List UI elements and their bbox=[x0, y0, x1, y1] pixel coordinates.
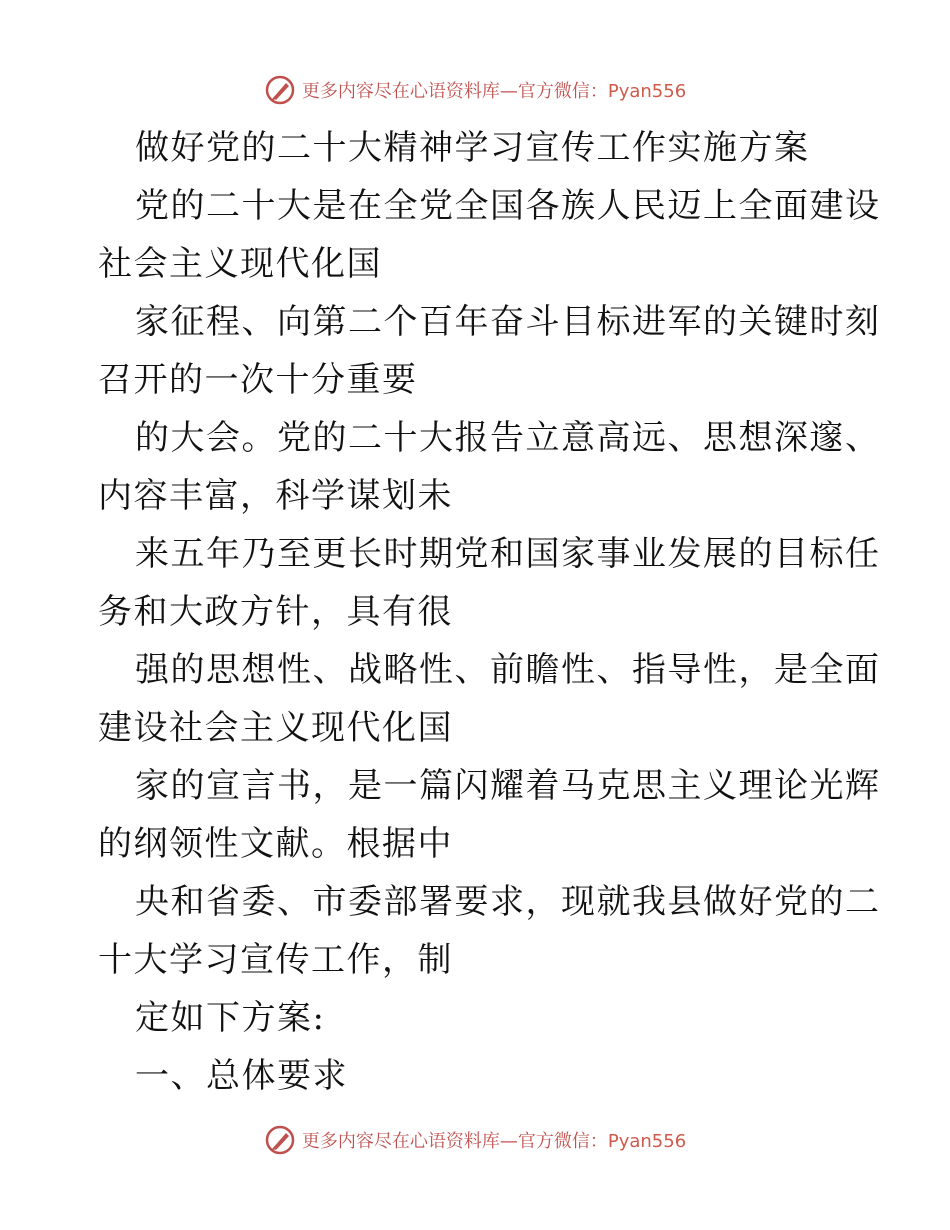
text-line: 强的思想性、战略性、前瞻性、指导性，是全面 bbox=[135, 650, 881, 690]
wechat-id: Pyan556 bbox=[607, 81, 687, 102]
text-line: 召开的一次十分重要 bbox=[98, 360, 418, 400]
watermark-label: 更多内容尽在心语资料库—官方微信： bbox=[301, 1131, 608, 1152]
text-line: 内容丰富，科学谋划未 bbox=[98, 476, 453, 516]
header-watermark bbox=[0, 70, 950, 110]
text-line: 的大会。党的二十大报告立意高远、思想深邃、 bbox=[135, 418, 881, 458]
text-line: 家征程、向第二个百年奋斗目标进军的关键时刻 bbox=[135, 302, 881, 342]
document-title: 做好党的二十大精神学习宣传工作实施方案 bbox=[135, 128, 810, 168]
text-line: 建设社会主义现代化国 bbox=[98, 708, 453, 748]
text-line: 央和省委、市委部署要求，现就我县做好党的二 bbox=[135, 882, 881, 922]
watermark-text bbox=[302, 77, 686, 103]
watermark-text bbox=[302, 1127, 686, 1153]
quill-pen-logo-icon bbox=[264, 74, 296, 106]
text-line: 定如下方案: bbox=[135, 998, 326, 1038]
text-line: 社会主义现代化国 bbox=[98, 244, 382, 284]
document-body bbox=[98, 119, 881, 1105]
text-line: 十大学习宣传工作，制 bbox=[98, 940, 453, 980]
watermark-label: 更多内容尽在心语资料库—官方微信： bbox=[301, 81, 608, 102]
text-line: 党的二十大是在全党全国各族人民迈上全面建设 bbox=[135, 186, 881, 226]
section-heading: 一、总体要求 bbox=[135, 1056, 348, 1096]
text-line: 的纲领性文献。根据中 bbox=[98, 824, 453, 864]
text-line: 家的宣言书，是一篇闪耀着马克思主义理论光辉 bbox=[135, 766, 881, 806]
text-line: 务和大政方针，具有很 bbox=[98, 592, 453, 632]
quill-pen-logo-icon bbox=[264, 1124, 296, 1156]
wechat-id: Pyan556 bbox=[607, 1131, 687, 1152]
footer-watermark bbox=[0, 1120, 950, 1160]
text-line: 来五年乃至更长时期党和国家事业发展的目标任 bbox=[135, 534, 881, 574]
